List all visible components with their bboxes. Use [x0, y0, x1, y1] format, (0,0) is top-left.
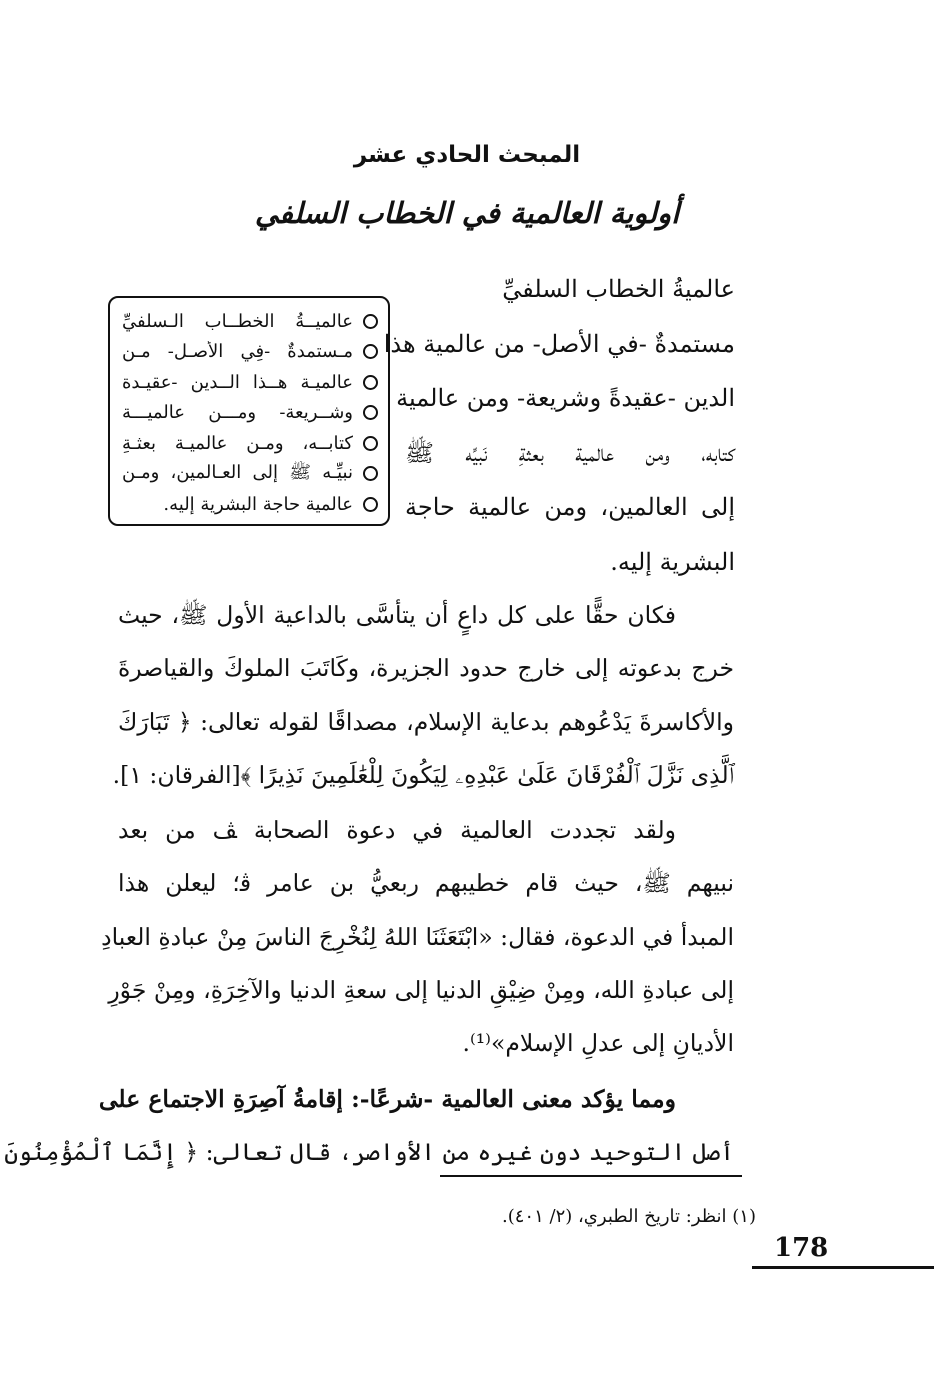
callout-line — [122, 398, 378, 429]
text-line: ولقد تجددت العالمية في دعوة الصحابة ﭫ من بعد — [118, 816, 676, 845]
callout-line — [122, 428, 378, 459]
text-line: المبدأ في الدعوة، فقال: «ابْتَعَثَنَا اللهُ لِنُخْرِجَ الناسَ مِنْ عبادةِ العبادِ — [101, 922, 734, 951]
circle-bullet-icon — [363, 375, 378, 390]
chapter-label: المبحث الحادي عشر — [353, 142, 581, 168]
footnote: (١) انظر: تاريخ الطبري، (٢/ ٤٠١). — [502, 1206, 756, 1227]
text-line: والأكاسرةَ يَدْعُوهم بدعاية الإسلام، مصداقًا لقوله تعالى: ﴿ تَبَارَكَ — [118, 707, 734, 736]
callout-text: كتابــه، ومـن عالميـة بعثـةِ — [122, 432, 353, 454]
circle-bullet-icon — [363, 405, 378, 420]
callout-line — [122, 306, 378, 337]
text-line: إلى عبادةِ الله، ومِنْ ضِيْقِ الدنيا إلى سعةِ الدنيا والآخِرَةِ، ومِنْ جَوْرِ — [108, 976, 734, 1005]
body-text — [4, 589, 734, 1179]
callout-line — [122, 367, 378, 398]
callout-box — [108, 296, 390, 526]
callout-text: نبيِّـه ﷺ إلى العـالمين، ومـن — [122, 461, 353, 483]
callout-line — [122, 459, 378, 490]
text-line: ٱلَّذِى نَزَّلَ ٱلْفُرْقَانَ عَلَىٰ عَبْدِهِۦ لِيَكُونَ لِلْعَٰلَمِينَ نَذِيرًا ﴾[الفرقان: ١]. — [112, 760, 734, 789]
callout-text: مـستمدةٌ -فِي الأصـل- مـن — [122, 341, 353, 363]
callout-text: عالميــةُ الخطــاب الـسلفيِّ — [122, 310, 353, 332]
text-line: الدين -عقيدةً وشريعة- ومن عالمية — [396, 384, 735, 412]
text-line: نبيهم ﷺ، حيث قام خطيبهم ربعيُّ بن عامر ﭬ؛ ليعلن هذا — [118, 869, 734, 898]
text-line: فكان حقًّا على كل داعٍ أن يتأسَّى بالداعية الأول ﷺ، حيث — [118, 601, 676, 629]
text-line: أصل التوحيد دون غيره من الأواصر، قال تعالى: ﴿ إِنَّمَا ٱلْمُؤْمِنُونَ — [4, 1137, 734, 1166]
text-line: خرج بدعوته إلى خارج حدود الجزيرة، وكَاتَبَ الملوكَ والقياصرةَ — [118, 654, 734, 683]
footnote-divider — [440, 1175, 742, 1177]
circle-bullet-icon — [363, 497, 378, 512]
chapter-title: أولوية العالمية في الخطاب السلفي — [254, 196, 680, 230]
callout-line — [122, 489, 378, 520]
text-line: كتابه، ومن عالمية بعثةِ نَبيِّه ﷺ — [405, 438, 735, 467]
circle-bullet-icon — [363, 466, 378, 481]
circle-bullet-icon — [363, 436, 378, 451]
callout-text: عالمية حاجة البشرية إليه. — [163, 493, 353, 515]
paragraph-intro — [383, 262, 735, 589]
callout-line — [122, 337, 378, 368]
circle-bullet-icon — [363, 314, 378, 329]
circle-bullet-icon — [363, 344, 378, 359]
text-line: ومما يؤكد معنى العالمية -شرعًا-: إقامةُ آصِرَةِ الاجتماع على — [98, 1084, 676, 1113]
page-number-rule — [752, 1266, 934, 1269]
text-line: البشرية إليه. — [610, 547, 735, 576]
callout-text: عالميـة هــذا الــدين -عقيـدة — [122, 371, 353, 393]
text-line: عالميةُ الخطاب السلفيِّ — [502, 275, 735, 303]
text-line: مستمدةٌ -في الأصل- من عالمية هذا — [383, 329, 735, 358]
text-line: إلى العالمين، ومن عالمية حاجة — [405, 493, 735, 521]
callout-text: وشــريعة- ومـــن عالميـــة — [122, 402, 353, 424]
page-number: 178 — [774, 1233, 829, 1263]
text-line: الأديانِ إلى عدلِ الإسلام»⁽¹⁾. — [462, 1029, 734, 1058]
